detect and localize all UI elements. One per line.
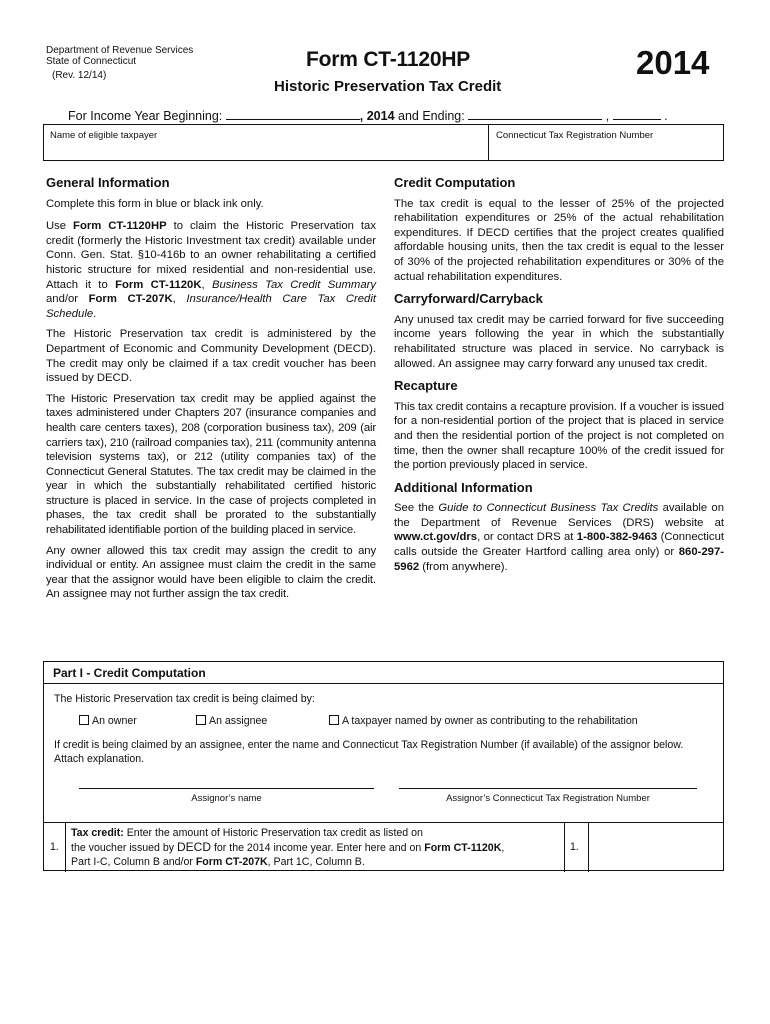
credit-computation-text: The tax credit is equal to the lesser of 25% of the projected rehabilitation expenditures or 25% of the actual rehabilitation expenditures. If DECD certifies that the project creates qualified affordable housing units, then the tax credit is equal to the lesser of 30% of the projected rehabilitation expenditures or 30% of the actual rehabilitation expenditures. <box>394 197 724 283</box>
taxpayer-info-box <box>43 124 724 161</box>
assignee-label: An assignee <box>209 715 268 727</box>
option-taxpayer[interactable] <box>329 714 638 728</box>
assignor-name-label: Assignor’s name <box>191 793 262 804</box>
option-owner[interactable] <box>79 714 137 728</box>
right-column <box>394 176 724 580</box>
state-name: State of Connecticut <box>46 56 137 67</box>
p2-sched1: Business Tax Credit Summary <box>211 278 377 291</box>
p2-form2: Form CT-1120K <box>115 278 202 291</box>
line1-bold: Tax credit: <box>71 827 124 839</box>
part1-header <box>44 662 723 684</box>
taxpayer-checkbox[interactable] <box>329 715 339 725</box>
taxpayer-box-divider <box>488 125 489 160</box>
line1-f: , Part 1C, Column B. <box>267 856 365 868</box>
p2-use: Use <box>46 220 74 233</box>
p2-form: Form CT-1120HP <box>73 220 167 233</box>
line1-decd: DECD <box>177 840 212 854</box>
line1-b: the voucher issued by <box>71 842 177 854</box>
assignor-reg-field[interactable] <box>399 788 697 789</box>
p2-end: . <box>93 307 97 320</box>
ai-guide: Guide to Connecticut Business Tax Credits <box>438 502 659 515</box>
revision-date: (Rev. 12/14) <box>52 70 107 81</box>
general-information-section <box>46 176 376 608</box>
line1-c: for the 2014 income year. Enter here and on <box>211 842 425 854</box>
form-subtitle: Historic Preservation Tax Credit <box>274 78 502 95</box>
income-year-mid-year: , 2014 <box>359 109 395 123</box>
ai-from: (from anywhere). <box>419 560 508 573</box>
line1-description <box>71 826 561 869</box>
assignor-name-field[interactable] <box>79 788 374 789</box>
taxpayer-label: A taxpayer named by owner as contributing to the rehabilitation <box>342 715 638 727</box>
line1-divider-left <box>65 823 66 872</box>
income-year-end-year-field[interactable] <box>613 108 661 120</box>
ai-calls: (Connecticut calls outside the Greater Hartford calling area only) or <box>394 531 724 559</box>
owner-label: An owner <box>92 715 137 727</box>
assignee-checkbox[interactable] <box>196 715 206 725</box>
credit-computation-heading: Credit Computation <box>394 175 516 190</box>
part1-heading: Part I - Credit Computation <box>53 666 206 680</box>
option-assignee[interactable] <box>196 714 267 728</box>
p2-form3: Form CT-207K <box>88 293 173 306</box>
drs-phone-2: 860-297-5962 <box>394 546 724 573</box>
line1-number-right: 1. <box>570 841 579 853</box>
line1-d: , <box>501 842 505 854</box>
income-year-mid-text: and Ending: <box>394 109 465 123</box>
line1-form: Form CT-1120K <box>424 842 502 854</box>
ai-contact: , or contact DRS at <box>477 531 577 544</box>
p2-comma2: , <box>172 293 187 306</box>
p2-body: to claim the Historic Preservation tax credit (formerly the Historic Investment tax credit) available under Conn. Gen. Stat. §10-416b to an owner rehabilitating a certified historic structure for mixed residential and non-residential use. Attach it to <box>46 220 376 291</box>
recapture-text: This tax credit contains a recapture provision. If a voucher is issued for a non-residential portion of the project that is placed in service and then the residential portion of the project is not completed on time, then the owner shall recapture 100% of the credit issued for the portion previously placed in service. <box>394 400 724 472</box>
owner-checkbox[interactable] <box>79 715 89 725</box>
p2-sched2: Insurance/Health Care Tax Credit Schedule <box>46 293 376 320</box>
form-title: Form CT-1120HP <box>306 48 471 71</box>
line1-divider-right <box>588 823 589 872</box>
ai-available: available on the Department of Revenue Services (DRS) website at <box>394 502 724 529</box>
income-year-begin-field[interactable] <box>226 108 360 120</box>
recapture-heading: Recapture <box>394 378 458 394</box>
claimed-by-text: The Historic Preservation tax credit is being claimed by: <box>54 693 315 705</box>
line1-e: Part I-C, Column B and/or <box>71 856 196 868</box>
income-year-period: . <box>664 109 668 123</box>
general-info-p4: The Historic Preservation tax credit may be applied against the taxes administered under Chapters 207 (insurance companies and health care centers taxes), 208 (corporation business tax), 209 (air carriers tax), 210 (railroad companies tax), 211 (community antenna television systems tax), or 212 (utility companies tax) of the Connecticut General Statutes. The tax credit may be claimed in the year in which the substantially rehabilitated certified historic structure is placed in service. In the case of projects completed in phases, the tax credit shall be prorated to the substantially rehabilitated identifiable portion of the building placed in service. <box>46 392 376 537</box>
income-year-prefix: For Income Year Beginning: <box>68 109 223 123</box>
general-info-p3: The Historic Preservation tax credit is administered by the Department of Economic and Community Development (DECD). The credit may only be claimed if a tax credit voucher has been issued by DECD. <box>46 328 376 385</box>
income-year-end-field[interactable] <box>468 108 602 120</box>
assignor-reg-label: Assignor’s Connecticut Tax Registration Number <box>446 793 650 804</box>
form-year: 2014 <box>636 44 710 81</box>
ai-see: See the <box>394 502 439 515</box>
carryforward-text: Any unused tax credit may be carried forward for five succeeding income years following the year in which the substantially rehabilitated structure was placed in service. No carryback is allowed. An assignee may carry forward any unused tax credit. <box>394 313 724 370</box>
assignee-instructions: If credit is being claimed by an assignee, enter the name and Connecticut Tax Registration Number (if available) of the assignor below. Attach explanation. <box>54 739 684 765</box>
additional-info-heading: Additional Information <box>394 479 533 495</box>
line1-divider-mid <box>564 823 565 872</box>
income-year-line <box>68 108 668 123</box>
general-info-heading: General Information <box>46 175 170 190</box>
department-name: Department of Revenue Services <box>46 45 194 56</box>
additional-info-text <box>394 501 724 574</box>
line1-form2: Form CT-207K <box>195 856 268 868</box>
line1-number: 1. <box>50 841 59 853</box>
p2-andor: and/or <box>46 293 89 306</box>
part1-credit-computation <box>43 661 724 871</box>
general-info-p2 <box>46 219 376 321</box>
drs-website-link[interactable]: www.ct.gov/drs <box>394 531 478 544</box>
tax-registration-field[interactable]: Connecticut Tax Registration Number <box>496 130 654 141</box>
carryforward-heading: Carryforward/Carryback <box>394 291 543 307</box>
line1-a: Enter the amount of Historic Preservation tax credit as listed on <box>123 827 423 839</box>
p2-comma: , <box>201 278 212 291</box>
line1-row <box>44 822 723 872</box>
income-year-comma: , <box>605 109 610 123</box>
drs-phone-1: 1-800-382-9463 <box>576 531 658 544</box>
general-info-p5: Any owner allowed this tax credit may assign the credit to any individual or entity. An assignee must claim the credit in the same year that the assignor would have been eligible to claim the credit. An assignee may not further assign the tax credit. <box>46 544 376 601</box>
general-info-p1: Complete this form in blue or black ink only. <box>46 197 264 210</box>
line1-amount-field[interactable] <box>592 827 720 867</box>
taxpayer-name-field[interactable]: Name of eligible taxpayer <box>50 130 158 141</box>
